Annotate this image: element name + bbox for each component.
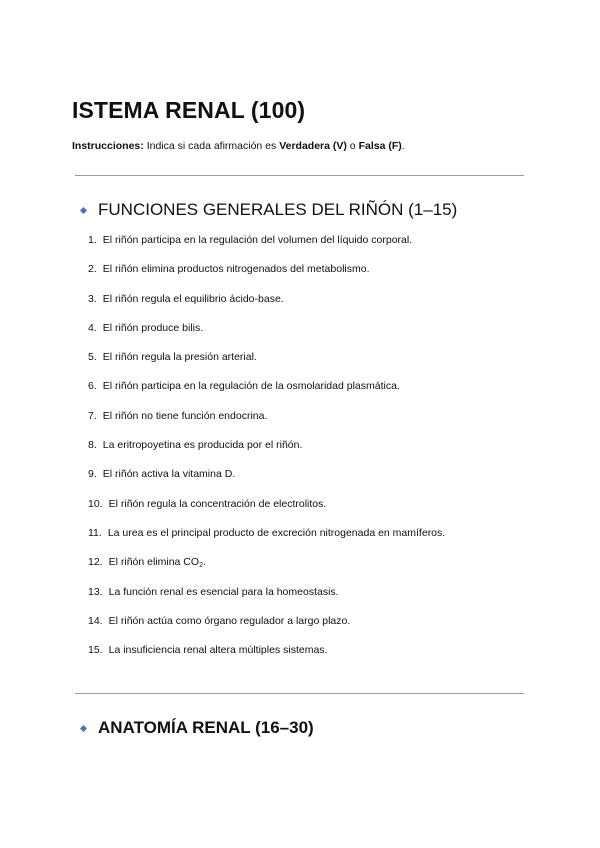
question-text [103, 380, 400, 392]
question-item [88, 553, 445, 582]
question-item [88, 319, 445, 348]
question-item [88, 260, 445, 289]
question-text-main: El riñón regula la concentración de electrolitos. [108, 497, 327, 510]
question-number: 10. [88, 497, 103, 510]
question-text [109, 556, 206, 568]
question-text [103, 410, 268, 422]
question-number: 15. [88, 644, 103, 657]
question-item [88, 524, 445, 553]
question-text-main: El riñón regula el equilibrio ácido-base. [102, 292, 284, 305]
section-heading-label: ANATOMÍA RENAL (16–30) [98, 718, 314, 737]
section-heading-funciones [80, 198, 457, 222]
true-option-label: Verdadera (V) [279, 140, 347, 152]
question-text [103, 439, 303, 451]
question-item [88, 495, 445, 524]
instructions [72, 138, 405, 154]
question-text [103, 322, 203, 334]
document-title: ISTEMA RENAL (100) [72, 97, 306, 123]
question-text [109, 586, 339, 598]
divider-1 [75, 175, 524, 176]
question-text-main: El riñón participa en la regulación del volumen del líquido corporal. [102, 234, 413, 246]
question-text-main: El riñón actúa como órgano regulador a largo plazo. [108, 614, 351, 627]
question-text-main: El riñón activa la vitamina D. [102, 468, 236, 481]
question-text [108, 527, 445, 539]
section-heading-label: FUNCIONES GENERALES DEL RIÑÓN (1–15) [98, 200, 458, 219]
question-text [103, 263, 370, 275]
question-text [109, 615, 351, 627]
question-text [109, 644, 328, 656]
question-text-main: El riñón elimina CO [108, 556, 200, 569]
question-item [88, 612, 445, 641]
instructions-label: Instrucciones: [72, 140, 144, 152]
question-number: 9. [88, 468, 97, 481]
question-item [88, 583, 445, 612]
instructions-text: Indica si cada afirmación es [143, 140, 280, 152]
question-number: 14. [88, 614, 103, 627]
question-number: 12. [88, 556, 103, 569]
question-number: 4. [88, 321, 97, 334]
question-number: 3. [88, 292, 97, 305]
question-item [88, 377, 445, 406]
question-text-main: El riñón produce bilis. [102, 321, 204, 334]
question-text [103, 293, 284, 305]
question-text-main: La eritropoyetina es producida por el riñón. [102, 439, 303, 452]
diamond-bullet-icon [80, 206, 87, 213]
question-item [88, 231, 445, 260]
section-heading-anatomia [80, 716, 314, 740]
question-text [103, 351, 257, 363]
question-text-main: El riñón no tiene función endocrina. [102, 409, 268, 422]
false-option-label: Falsa (F) [358, 140, 402, 152]
question-item [88, 407, 445, 436]
question-number: 7. [88, 409, 97, 422]
question-text [109, 498, 327, 510]
question-text-main: La urea es el principal producto de excreción nitrogenada en mamíferos. [107, 526, 446, 539]
question-item [88, 290, 445, 319]
question-item [88, 641, 445, 670]
question-list [88, 231, 445, 670]
question-text [103, 468, 235, 480]
question-item [88, 465, 445, 494]
question-text-main: La insuficiencia renal altera múltiples sistemas. [108, 644, 328, 657]
question-text-main: El riñón regula la presión arterial. [102, 351, 257, 364]
question-item [88, 348, 445, 377]
divider-2 [75, 693, 524, 694]
question-number: 8. [88, 439, 97, 452]
question-number: 5. [88, 351, 97, 364]
question-number: 6. [88, 380, 97, 393]
question-text-main: La función renal es esencial para la homeostasis. [108, 585, 339, 598]
diamond-bullet-icon [80, 724, 87, 731]
question-number: 13. [88, 585, 103, 598]
question-item [88, 436, 445, 465]
question-subscript: 2 [199, 562, 203, 570]
question-number: 2. [88, 263, 97, 276]
question-text-main: El riñón elimina productos nitrogenados del metabolismo. [102, 263, 370, 276]
question-text-main: El riñón participa en la regulación de la osmolaridad plasmática. [102, 380, 400, 393]
question-number: 1. [88, 234, 97, 246]
question-text [103, 234, 412, 246]
instructions-end: . [401, 140, 405, 152]
instructions-connector: o [346, 140, 359, 152]
question-number: 11. [88, 526, 102, 539]
question-text-end: . [202, 556, 206, 569]
